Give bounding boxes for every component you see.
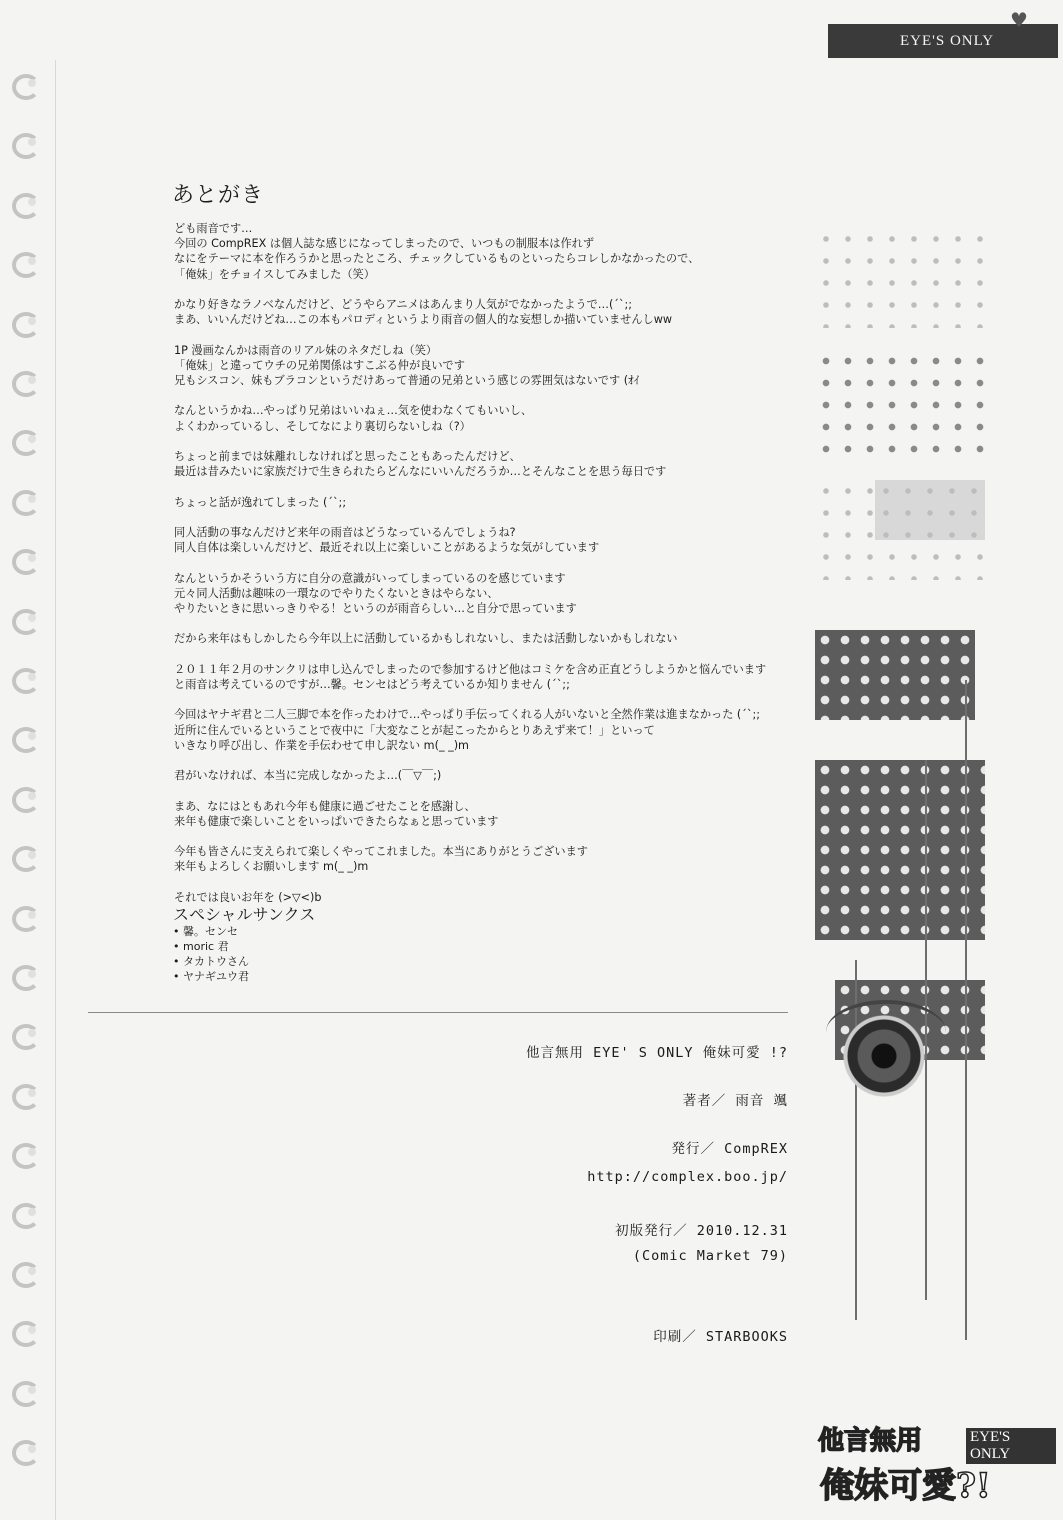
afterword-paragraph: 1P 漫画なんかは雨音のリアル妹のネタだしね（笑） 「俺妹」と違ってウチの兄弟関係はすこぶる仲が良いです 兄もシスコン、妹もブラコンというだけあって普通の兄弟という感じの雰囲気はないです (ｵｲ [174, 343, 640, 387]
dot-pattern [815, 630, 975, 720]
binding-ring [8, 1080, 38, 1106]
afterword-paragraph: 君がいなければ、本当に完成しなかったよ…(￣▽￣;) [174, 769, 442, 783]
afterword-paragraph: 同人活動の事なんだけど来年の雨音はどうなっているんでしょうね? 同人自体は楽しいんだけど、最近それ以上に楽しいことがあるような気がしています [174, 525, 600, 555]
logo-title-line1: 他言無用 [818, 1426, 923, 1456]
thanks-name: • ヤナギユウ君 [173, 969, 249, 984]
binding-ring [8, 545, 38, 571]
title-logo [818, 1420, 1056, 1506]
binding-ring [8, 783, 38, 809]
colophon-author: 著者／ 雨音 颯 [682, 1093, 788, 1109]
binding-ring [8, 1436, 38, 1462]
afterword-title: あとがき [172, 183, 265, 208]
afterword-paragraph: それでは良いお年を (>▽<)b [174, 890, 322, 904]
colophon-url: http://complex.boo.jp/ [587, 1169, 788, 1185]
colophon-event: (Comic Market 79) [632, 1248, 788, 1264]
heart-icon: ♥ [1010, 8, 1028, 32]
dot-pattern [815, 228, 985, 328]
hair-line [965, 680, 967, 1340]
afterword-paragraph: ２０１１年２月のサンクリは申し込んでしまったので参加するけど他はコミケを含め正直どうしようかと悩んでいます と雨音は考えているのですが…馨。センセはどう考えているか知りません (´`;; [174, 662, 767, 691]
afterword-paragraph: だから来年はもしかしたら今年以上に活動しているかもしれないし、または活動しないかもしれない [174, 632, 678, 646]
logo-title-line2: 俺妹可愛?! [820, 1466, 991, 1506]
afterword-paragraph: ども雨音です… 今回の CompREX は個人誌な感じになってしまったので、いつもの制服本は作れず なにをテーマに本を作ろうかと思ったところ、チェックしているものといったらコレしかなかったので、 「俺妹」をチョイスしてみました（笑） [174, 222, 700, 281]
binding-ring [8, 1020, 38, 1046]
afterword-body [174, 221, 814, 920]
binding-ring [8, 961, 38, 987]
special-thanks-title: スペシャルサンクス [173, 905, 316, 924]
thanks-name: • moric 君 [173, 939, 249, 954]
binding-ring [8, 1377, 38, 1403]
dot-pattern [815, 350, 985, 460]
section-divider [88, 1012, 788, 1013]
colophon-book-title: 他言無用 EYE' S ONLY 俺妹可愛 !? [525, 1045, 788, 1061]
afterword-paragraph: ちょっと前までは妹離れしなければと思ったこともあったんだけど、 最近は昔みたいに家族だけで生きられたらどんなにいいんだろうか…とそんなことを思う毎日です [174, 449, 667, 479]
afterword-paragraph: かなり好きなラノベなんだけど、どうやらアニメはあんまり人気がでなかったようで…(´`;; まあ、いいんだけどね…この本もパロディというより雨音の個人的な妄想しか描いていませんしww [174, 298, 673, 327]
logo-badge: EYE'S ONLY [966, 1428, 1056, 1464]
binding-ring [8, 902, 38, 928]
binding-ring [8, 664, 38, 690]
dot-pattern [815, 760, 985, 940]
binding-ring [8, 426, 38, 452]
colophon-publisher: 発行／ CompREX [671, 1141, 788, 1157]
eye-illustration [838, 1008, 930, 1104]
afterword-paragraph: なんというかね…やっぱり兄弟はいいねぇ…気を使わなくてもいいし、 よくわかっているし、そしてなにより裏切らないしね（?） [174, 404, 533, 433]
thanks-name: • 馨。センセ [173, 924, 249, 939]
binding-ring [8, 723, 38, 749]
afterword-paragraph: ちょっと話が逸れてしまった (´`;; [174, 495, 347, 509]
binding-ring [8, 367, 38, 393]
spiral-binding [8, 70, 42, 1510]
decorative-illustration [815, 200, 985, 1340]
afterword-paragraph: まあ、なにはともあれ今年も健康に過ごせたことを感謝し、 来年も健康で楽しいことをいっぱいできたらなぁと思っています [174, 799, 499, 828]
binding-ring [8, 842, 38, 868]
afterword-paragraph: 今年も皆さんに支えられて楽しくやってこれました。本当にありがとうございます 来年もよろしくお願いします m(_ _)m [174, 845, 588, 874]
margin-line [55, 60, 56, 1520]
binding-ring [8, 1258, 38, 1284]
binding-ring [8, 605, 38, 631]
binding-ring [8, 70, 38, 96]
binding-ring [8, 486, 38, 512]
colophon-printer: 印刷／ STARBOOKS [653, 1329, 788, 1345]
binding-ring [8, 1199, 38, 1225]
binding-ring [8, 308, 38, 334]
thanks-name: • タカトウさん [173, 954, 249, 969]
binding-ring [8, 129, 38, 155]
colophon-first-edition: 初版発行／ 2010.12.31 [615, 1223, 788, 1239]
afterword-paragraph: なんというかそういう方に自分の意識がいってしまっているのを感じています 元々同人活動は趣味の一環なのでやりたくないときはやらない、 やりたいときに思いっきりやる！というのが雨音らしい…と自分で思っています [174, 571, 577, 615]
dot-pattern [875, 480, 985, 540]
binding-ring [8, 189, 38, 215]
afterword-paragraph: 今回はヤナギ君と二人三脚で本を作ったわけで…やっぱり手伝ってくれる人がいないと全然作業は進まなかった (´`;; 近所に住んでいるということで夜中に「大変なことが起こったからとりあえず来て！」といって いきなり呼び出し、作業を手伝わせて申し訳ない m(_ _)m [174, 708, 761, 752]
special-thanks-list [173, 924, 249, 984]
header-tab-label: EYE'S ONLY [900, 33, 995, 49]
binding-ring [8, 1317, 38, 1343]
binding-ring [8, 248, 38, 274]
binding-ring [8, 1139, 38, 1165]
